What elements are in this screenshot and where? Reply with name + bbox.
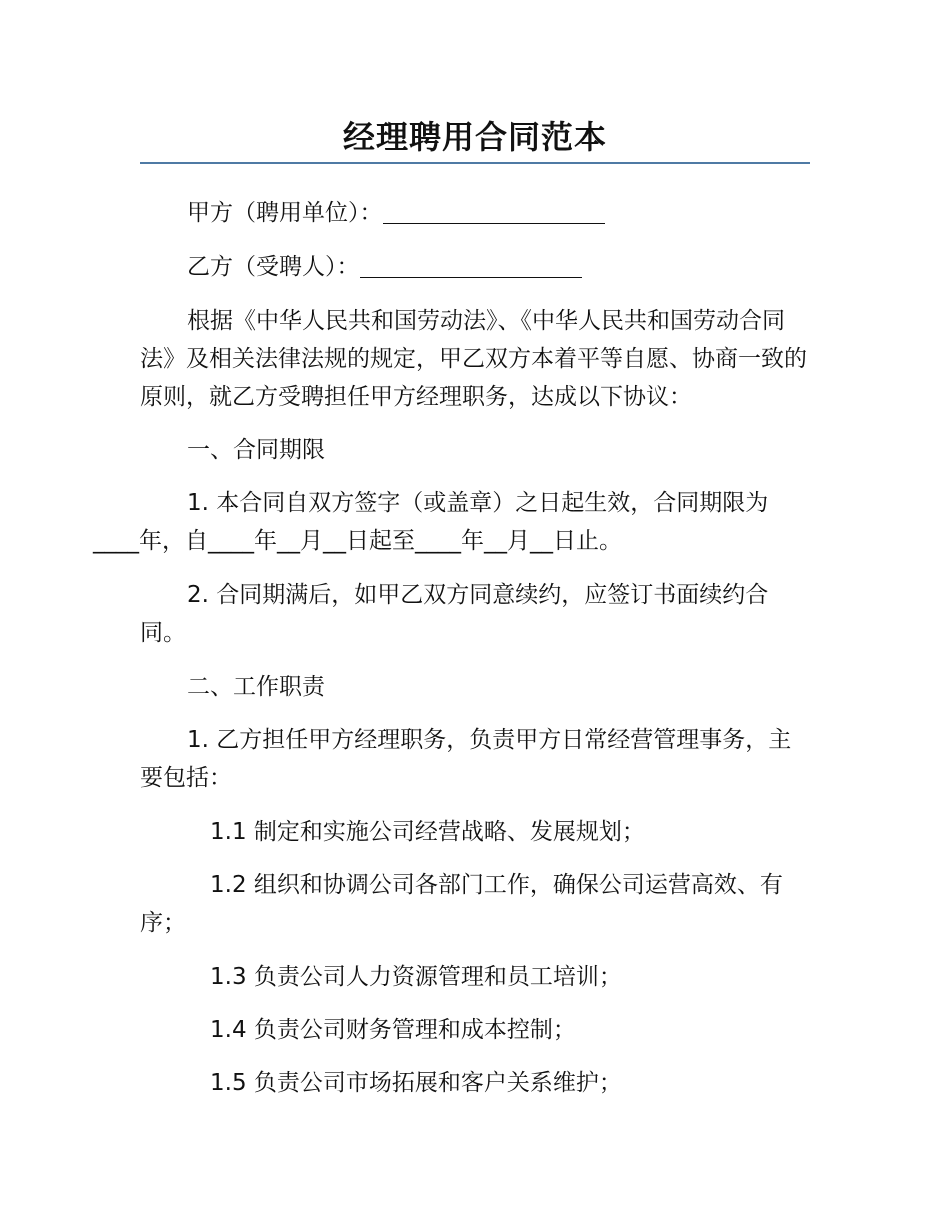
document-title: 经理聘用合同范本	[342, 118, 607, 156]
section2-sub-1: 1.1 制定和实施公司经营战略、发展规划；	[210, 819, 645, 845]
party-a-label: 甲方（聘用单位）：	[187, 200, 383, 226]
section2-sub-4: 1.4 负责公司财务管理和成本控制；	[210, 1017, 576, 1043]
section2-sub-2: 1.2 组织和协调公司各部门工作，确保公司运营高效、有序；	[140, 872, 783, 936]
party-b-blank	[360, 253, 582, 278]
section2-item1: 1. 乙方担任甲方经理职务，负责甲方日常经营管理事务，主要包括：	[140, 727, 792, 791]
section1-item1-text: 1. 本合同自双方签字（或盖章）之日起生效，合同期限为	[187, 490, 769, 516]
intro-paragraph: 根据《中华人民共和国劳动法》、《中华人民共和国劳动合同法》及相关法律法规的规定，甲乙双方本着平等自愿、协商一致的原则，就乙方受聘担任甲方经理职务，达成以下协议：	[140, 308, 807, 410]
party-b-label: 乙方（受聘人）：	[187, 254, 360, 280]
party-b-line	[140, 248, 810, 286]
section2-sub-5: 1.5 负责公司市场拓展和客户关系维护；	[210, 1070, 622, 1096]
title-underline	[140, 162, 810, 164]
section1-item1	[93, 484, 810, 560]
section1-heading: 一、合同期限	[187, 437, 325, 463]
section2-heading: 二、工作职责	[187, 674, 325, 700]
party-a-line	[140, 194, 810, 232]
section2-sub-3: 1.3 负责公司人力资源管理和员工培训；	[210, 964, 622, 990]
section1-item2: 2. 合同期满后，如甲乙双方同意续约，应签订书面续约合同。	[140, 582, 769, 646]
party-a-blank	[383, 199, 605, 224]
section1-item1-dates: ____年，自____年__月__日起至____年__月__日止。	[93, 528, 622, 554]
